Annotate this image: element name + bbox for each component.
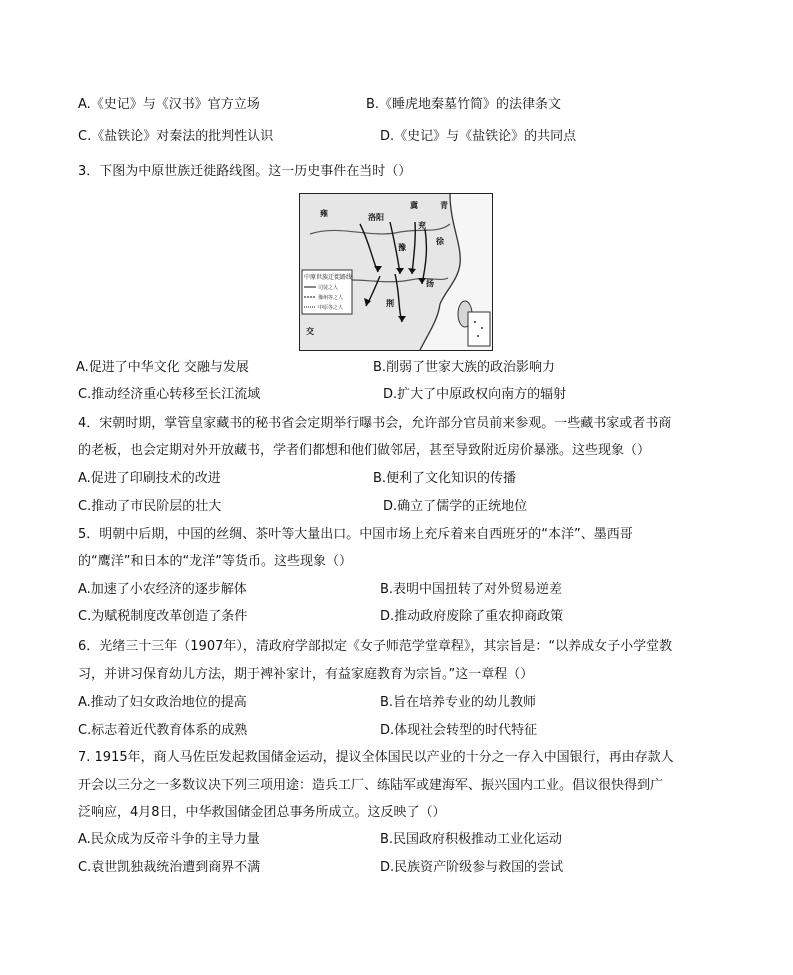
map-label-xu: 徐 (436, 237, 444, 246)
q6-stem-line-1: 6．光绪三十三年（1907年），清政府学部拟定《女子师范学堂章程》，其宗旨是：“以养成女子小学堂教 (78, 639, 673, 654)
q4-stem-line-2: 的老板，也会定期对外开放藏书，学者们都想和他们做邻居，甚至导致附近房价暴涨。这些现象（） (78, 443, 651, 458)
q2-option-c[interactable]: C.《盐铁论》对秦法的批判性认识 (78, 129, 274, 144)
q5-stem-line-1: 5．明朝中后期，中国的丝绸、茶叶等大量出口。中国市场上充斥着来自西班牙的“本洋”、墨西哥 (78, 527, 633, 542)
map-label-jiao: 交 (306, 327, 314, 336)
q2-option-d[interactable]: D.《史记》与《盐铁论》的共同点 (380, 129, 577, 144)
map-legend-item-3: 中原等之人 (318, 305, 344, 311)
map-label-luoyang: 洛阳 (368, 213, 384, 222)
q7-option-c[interactable]: C.袁世凯独裁统治遭到商界不满 (78, 860, 261, 875)
q5-option-b[interactable]: B.表明中国扭转了对外贸易逆差 (380, 582, 563, 597)
q3-option-c[interactable]: C.推动经济重心转移至长江流域 (78, 387, 261, 402)
q7-option-a[interactable]: A.民众成为反帝斗争的主导力量 (78, 832, 260, 847)
migration-map (299, 193, 493, 351)
map-legend-title: 中原世族迁徙路线 (304, 274, 353, 281)
map-label-yan: 兖 (418, 221, 426, 230)
map-label-ji: 冀 (410, 201, 418, 210)
q6-option-d[interactable]: D.体现社会转型的时代特征 (380, 723, 538, 738)
q5-option-c[interactable]: C.为赋税制度改革创造了条件 (78, 609, 248, 624)
q4-stem-line-1: 4．宋朝时期，掌管皇家藏书的秘书省会定期举行曝书会，允许部分官员前来参观。一些藏书家或者书商 (78, 416, 672, 431)
q6-stem-line-2: 习，并讲习保育幼儿方法，期于裨补家计，有益家庭教育为宗旨。”这一章程（） (78, 667, 534, 682)
map-label-jing: 荆 (386, 299, 394, 308)
q4-option-a[interactable]: A.促进了印刷技术的改进 (78, 471, 221, 486)
q6-option-c[interactable]: C.标志着近代教育体系的成熟 (78, 723, 248, 738)
q6-option-b[interactable]: B.旨在培养专业的幼儿教师 (380, 695, 537, 710)
q3-option-d[interactable]: D.扩大了中原政权向南方的辐射 (383, 387, 567, 402)
q7-stem-line-2: 开会以三分之一多数议决下列三项用途：造兵工厂、练陆军或建海军、振兴国内工业。倡议很快得到广 (78, 778, 664, 793)
q7-option-b[interactable]: B.民国政府积极推动工业化运动 (380, 832, 563, 847)
q2-option-a[interactable]: A.《史记》与《汉书》官方立场 (78, 97, 260, 112)
q3-option-b[interactable]: B.削弱了世家大族的政治影响力 (373, 360, 556, 375)
map-label-yang: 扬 (426, 279, 434, 288)
q4-option-b[interactable]: B.便利了文化知识的传播 (373, 471, 517, 486)
q4-option-c[interactable]: C.推动了市民阶层的壮大 (78, 499, 222, 514)
q3-option-a[interactable]: A.促进了中华文化 交融与发展 (76, 360, 249, 375)
q4-option-d[interactable]: D.确立了儒学的正统地位 (383, 499, 528, 514)
map-legend-item-2: 豫州等之人 (318, 295, 344, 301)
q7-stem-line-3: 泛响应，4月8日，中华救国储金团总事务所成立。这反映了（） (78, 805, 446, 820)
q7-option-d[interactable]: D.民族资产阶级参与救国的尝试 (380, 860, 564, 875)
q7-stem-line-1: 7. 1915年，商人马佐臣发起救国储金运动，提议全体国民以产业的十分之一存入中国银行，再由存款人 (78, 750, 674, 765)
migration-map-figure (300, 194, 492, 350)
q3-stem: 3．下图为中原世族迁徙路线图。这一历史事件在当时（） (78, 164, 412, 179)
map-legend-item-1: 司徒之人 (318, 285, 339, 291)
q2-option-b[interactable]: B.《睡虎地秦墓竹简》的法律条文 (366, 97, 562, 112)
q6-option-a[interactable]: A.推动了妇女政治地位的提高 (78, 695, 247, 710)
map-label-yong: 雍 (320, 209, 328, 218)
q5-option-d[interactable]: D.推动政府废除了重农抑商政策 (380, 609, 564, 624)
map-label-yu: 豫 (398, 243, 406, 252)
map-label-qing: 青 (440, 201, 448, 210)
q5-stem-line-2: 的“鹰洋”和日本的“龙洋”等货币。这些现象（） (78, 554, 352, 569)
q5-option-a[interactable]: A.加速了小农经济的逐步解体 (78, 582, 247, 597)
